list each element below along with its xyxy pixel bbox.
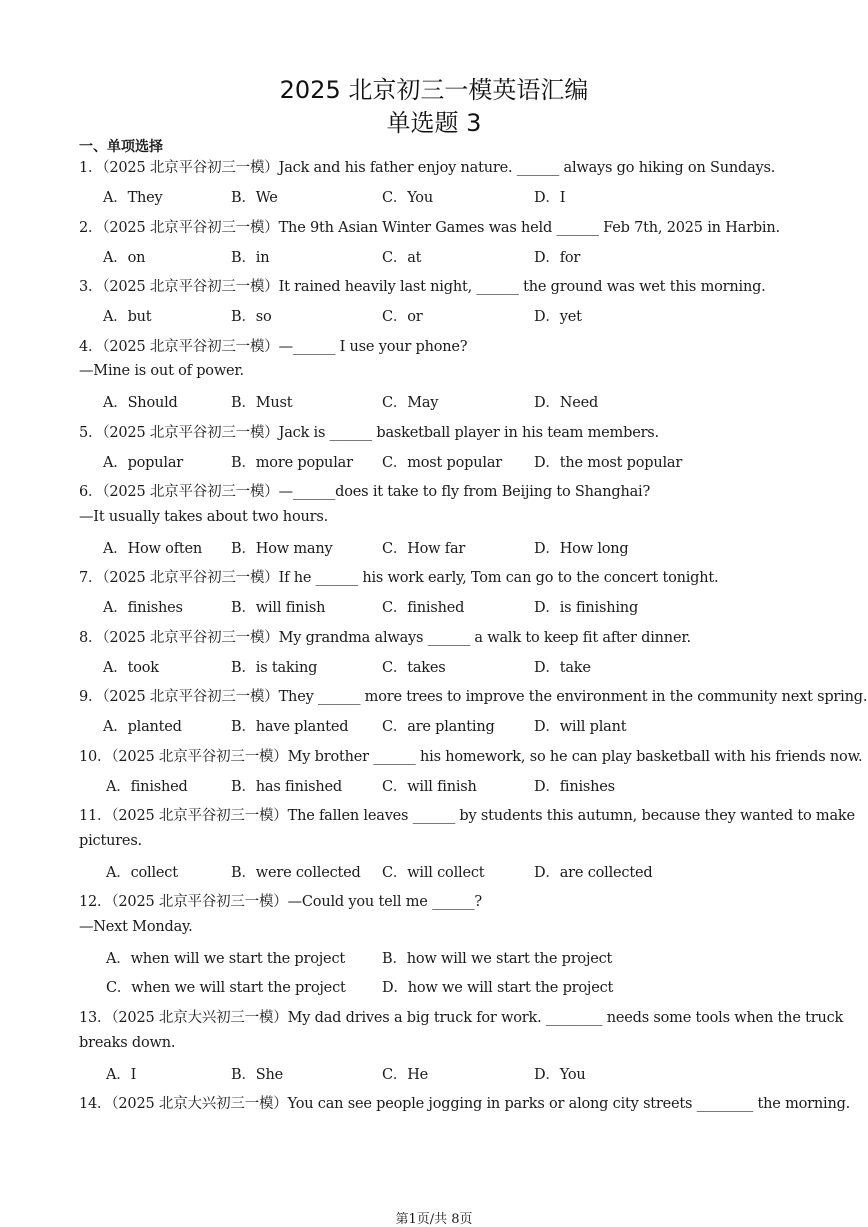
option-3d: D．yet	[534, 309, 582, 325]
option-13c: C．He	[382, 1067, 429, 1083]
option-1d: D．I	[534, 190, 566, 206]
option-4b: B．Must	[231, 395, 293, 411]
option-10b: B．has finished	[231, 779, 343, 795]
option-3a: A．but	[103, 309, 152, 325]
option-11d: D．are collected	[534, 865, 653, 881]
question-stem-11: 11．（2025 北京平谷初三一模）The fallen leaves ______ by students this autumn, because they wanted to make	[79, 808, 855, 824]
option-10a: A．finished	[106, 779, 188, 795]
question-stem-11-cont: pictures.	[79, 833, 142, 849]
option-12a: A．when will we start the project	[106, 951, 345, 967]
option-5d: D．the most popular	[534, 455, 683, 471]
document-subtitle: 单选题 3	[386, 109, 482, 137]
option-13b: B．She	[231, 1067, 284, 1083]
option-5a: A．popular	[103, 455, 184, 471]
option-1a: A．They	[103, 190, 163, 206]
question-stem-7: 7．（2025 北京平谷初三一模）If he ______ his work early, Tom can go to the concert tonight.	[79, 570, 719, 586]
question-stem-6-reply: —It usually takes about two hours.	[79, 509, 328, 525]
option-9a: A．planted	[103, 719, 182, 735]
option-1c: C．You	[382, 190, 433, 206]
option-11b: B．were collected	[231, 865, 361, 881]
document-title: 2025 北京初三一模英语汇编	[279, 76, 589, 104]
question-stem-12: 12．（2025 北京平谷初三一模）—Could you tell me ______?	[79, 894, 482, 910]
question-stem-5: 5．（2025 北京平谷初三一模）Jack is ______ basketball player in his team members.	[79, 425, 659, 441]
option-8a: A．took	[103, 660, 159, 676]
option-3b: B．so	[231, 309, 272, 325]
option-7d: D．is finishing	[534, 600, 639, 616]
option-13a: A．I	[106, 1067, 137, 1083]
question-stem-12-reply: —Next Monday.	[79, 919, 193, 935]
question-stem-8: 8．（2025 北京平谷初三一模）My grandma always ______ a walk to keep fit after dinner.	[79, 630, 691, 646]
question-stem-3: 3．（2025 北京平谷初三一模）It rained heavily last night, ______ the ground was wet this morning.	[79, 279, 766, 295]
option-13d: D．You	[534, 1067, 586, 1083]
option-2d: D．for	[534, 250, 581, 266]
option-8d: D．take	[534, 660, 591, 676]
question-stem-6: 6．（2025 北京平谷初三一模）—______does it take to fly from Beijing to Shanghai?	[79, 484, 651, 500]
question-stem-13: 13．（2025 北京大兴初三一模）My dad drives a big truck for work. ________ needs some tools when the truck	[79, 1010, 844, 1026]
option-10d: D．finishes	[534, 779, 615, 795]
question-stem-4: 4．（2025 北京平谷初三一模）—______ I use your phone?	[79, 339, 468, 355]
question-stem-10: 10．（2025 北京平谷初三一模）My brother ______ his homework, so he can play basketball with his friends now.	[79, 749, 863, 765]
option-12c: C．when we will start the project	[106, 980, 346, 996]
option-7b: B．will finish	[231, 600, 326, 616]
option-7a: A．finishes	[103, 600, 183, 616]
option-2b: B．in	[231, 250, 270, 266]
option-8c: C．takes	[382, 660, 446, 676]
option-3c: C．or	[382, 309, 423, 325]
option-11a: A．collect	[106, 865, 178, 881]
option-6a: A．How often	[103, 541, 203, 557]
option-9d: D．will plant	[534, 719, 627, 735]
option-12b: B．how will we start the project	[382, 951, 613, 967]
option-5b: B．more popular	[231, 455, 353, 471]
option-2c: C．at	[382, 250, 422, 266]
option-2a: A．on	[103, 250, 146, 266]
option-12d: D．how we will start the project	[382, 980, 614, 996]
option-4a: A．Should	[103, 395, 178, 411]
question-stem-1: 1．（2025 北京平谷初三一模）Jack and his father enjoy nature. ______ always go hiking on Sundays.	[79, 160, 776, 176]
option-11c: C．will collect	[382, 865, 485, 881]
option-9c: C．are planting	[382, 719, 495, 735]
option-4c: C．May	[382, 395, 439, 411]
option-6b: B．How many	[231, 541, 333, 557]
option-7c: C．finished	[382, 600, 465, 616]
question-stem-13-cont: breaks down.	[79, 1035, 176, 1051]
option-1b: B．We	[231, 190, 278, 206]
section-heading: 一、单项选择	[79, 139, 163, 155]
option-5c: C．most popular	[382, 455, 502, 471]
question-stem-2: 2．（2025 北京平谷初三一模）The 9th Asian Winter Games was held ______ Feb 7th, 2025 in Harbin.	[79, 220, 780, 236]
page-footer: 第1页/共 8页	[395, 1212, 473, 1227]
question-stem-4-reply: —Mine is out of power.	[79, 363, 244, 379]
option-8b: B．is taking	[231, 660, 318, 676]
option-10c: C．will finish	[382, 779, 477, 795]
question-stem-14: 14．（2025 北京大兴初三一模）You can see people jogging in parks or along city streets ________ the morning.	[79, 1096, 851, 1112]
option-6d: D．How long	[534, 541, 629, 557]
option-6c: C．How far	[382, 541, 466, 557]
option-9b: B．have planted	[231, 719, 349, 735]
question-stem-9: 9．（2025 北京平谷初三一模）They ______ more trees to improve the environment in the community next spring.	[79, 689, 868, 705]
option-4d: D．Need	[534, 395, 599, 411]
